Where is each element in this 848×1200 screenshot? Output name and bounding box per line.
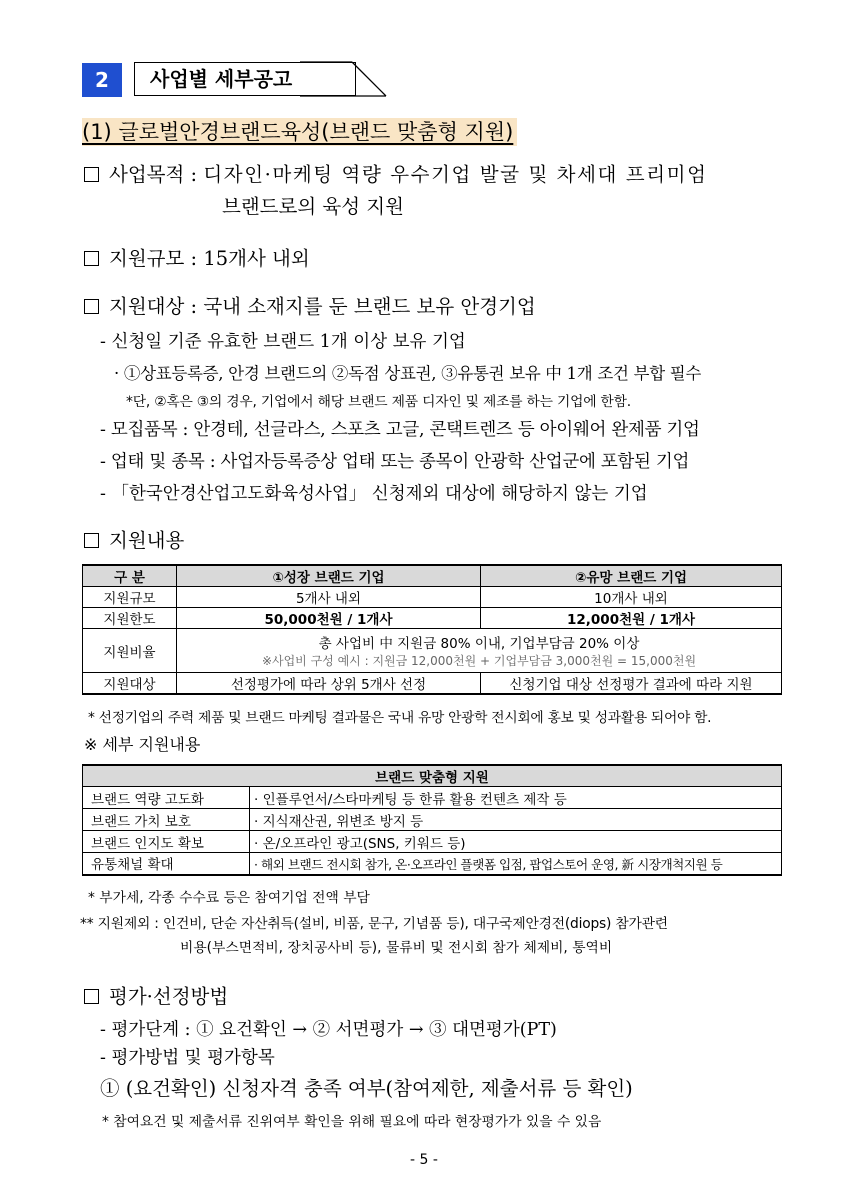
table-cell-label: 지원대상: [83, 673, 177, 695]
table-header-row: [83, 765, 782, 787]
target-item-5: - 업태 및 종목 : 사업자등록증상 업태 또는 종목이 안광학 산업군에 포함된 기업: [100, 452, 690, 472]
table-cell-label: 지원규모: [83, 587, 177, 608]
detail-label: ※ 세부 지원내용: [84, 735, 201, 754]
purpose-row: 사업목적 : 디자인·마케팅 역량 우수기업 발굴 및 차세대 프리미엄: [84, 162, 708, 188]
table-header-cell: 구 분: [83, 565, 177, 587]
table-header-row: [83, 565, 782, 587]
target-row: 지원대상 : 국내 소재지를 둔 브랜드 보유 안경기업: [84, 294, 536, 320]
table-cell: 10개사 내외: [481, 587, 782, 608]
support-note-2: * 부가세, 각종 수수료 등은 참여기업 전액 부담: [88, 890, 370, 906]
target-value: 국내 소재지를 둔 브랜드 보유 안경기업: [203, 295, 536, 318]
table-row: [83, 809, 782, 831]
section-number: 2: [82, 63, 122, 97]
table-cell: · 온/오프라인 광고(SNS, 키워드 등): [250, 831, 782, 853]
table-row: [83, 673, 782, 695]
table-cell-label: 브랜드 인지도 확보: [83, 831, 250, 853]
table-cell-label: 유통채널 확대: [83, 853, 250, 875]
table-cell: 50,000천원 / 1개사: [177, 608, 481, 629]
table-cell: · 해외 브랜드 전시회 참가, 온·오프라인 플랫폼 입점, 팝업스토어 운영, 新 시장개척지원 등: [250, 853, 782, 875]
detail-table: [82, 764, 782, 876]
table-header-cell: ②유망 브랜드 기업: [481, 565, 782, 587]
support-note-3b: 비용(부스면적비, 장치공사비 등), 물류비 및 전시회 참가 체제비, 통역비: [180, 940, 613, 956]
support-ratio-text: 총 사업비 中 지원금 80% 이내, 기업부담금 20% 이상: [318, 636, 640, 652]
table-cell: · 지식재산권, 위변조 방지 등: [250, 809, 782, 831]
table-cell: 선정평가에 따라 상위 5개사 선정: [177, 673, 481, 695]
scale-value: 15개사 내외: [203, 247, 310, 270]
evaluation-item-1: ① (요건확인) 신청자격 충족 여부(참여제한, 제출서류 등 확인): [100, 1077, 633, 1100]
target-item-6: - 「한국안경산업고도화육성사업」 신청제외 대상에 해당하지 않는 기업: [100, 484, 648, 504]
table-row: [83, 831, 782, 853]
checkbox-square-icon: [84, 167, 99, 182]
table-row: [83, 853, 782, 875]
evaluation-row: [84, 984, 228, 1010]
section-title-corner-decoration: [300, 60, 390, 100]
table-cell: · 인플루언서/스타마케팅 등 한류 활용 컨텐츠 제작 등: [250, 787, 782, 809]
target-label: 지원대상: [109, 295, 185, 318]
table-cell: 5개사 내외: [177, 587, 481, 608]
support-note-1: * 선정기업의 주력 제품 및 브랜드 마케팅 결과물은 국내 유망 안광학 전시회에 홍보 및 성과활용 되어야 함.: [88, 710, 712, 726]
evaluation-method: - 평가방법 및 평가항목: [100, 1048, 275, 1068]
page-number: - 5 -: [410, 1152, 438, 1168]
table-row: [83, 608, 782, 629]
section-title: 사업별 세부공고: [150, 67, 293, 91]
evaluation-label: 평가·선정방법: [109, 985, 229, 1008]
target-item-3: *단, ②혹은 ③의 경우, 기업에서 해당 브랜드 제품 디자인 및 제조를 하는 기업에 한함.: [126, 394, 631, 410]
support-row: [84, 528, 184, 554]
table-cell: 신청기업 대상 선정평가 결과에 따라 지원: [481, 673, 782, 695]
table-row: [83, 787, 782, 809]
table-header-cell: 브랜드 맞춤형 지원: [83, 765, 782, 787]
table-cell-label: 브랜드 역량 고도화: [83, 787, 250, 809]
table-cell-label: 지원비율: [83, 629, 177, 673]
target-item-4: - 모집품목 : 안경테, 선글라스, 스포츠 고글, 콘택트렌즈 등 아이웨어 완제품 기업: [100, 420, 700, 440]
purpose-label: 사업목적: [109, 163, 185, 186]
purpose-line1: 디자인·마케팅 역량 우수기업 발굴 및 차세대 프리미엄: [203, 163, 708, 186]
checkbox-square-icon: [84, 533, 99, 548]
scale-row: 지원규모 : 15개사 내외: [84, 246, 310, 272]
subsection-title: (1) 글로벌안경브랜드육성(브랜드 맞춤형 지원): [82, 118, 517, 146]
purpose-line2: 브랜드로의 육성 지원: [222, 195, 404, 218]
scale-label: 지원규모: [109, 247, 185, 270]
support-table: [82, 564, 782, 695]
table-row: [83, 587, 782, 608]
checkbox-square-icon: [84, 299, 99, 314]
table-row: [83, 629, 782, 673]
target-item-2: · ①상표등록증, 안경 브랜드의 ②독점 상표권, ③유통권 보유 中 1개 조건 부합 필수: [114, 364, 702, 383]
target-item-1: - 신청일 기준 유효한 브랜드 1개 이상 보유 기업: [100, 332, 466, 352]
table-cell-merged: [177, 629, 782, 673]
support-label: 지원내용: [109, 529, 185, 552]
table-cell-label: 지원한도: [83, 608, 177, 629]
table-cell: 12,000천원 / 1개사: [481, 608, 782, 629]
support-ratio-example: ※사업비 구성 예시 : 지원금 12,000천원 + 기업부담금 3,000천원 = 15,000천원: [261, 654, 697, 668]
checkbox-square-icon: [84, 251, 99, 266]
evaluation-step: - 평가단계 : ① 요건확인 → ② 서면평가 → ③ 대면평가(PT): [100, 1020, 557, 1040]
evaluation-note: * 참여요건 및 제출서류 진위여부 확인을 위해 필요에 따라 현장평가가 있을 수 있음: [102, 1114, 602, 1130]
checkbox-square-icon: [84, 989, 99, 1004]
table-header-cell: ①성장 브랜드 기업: [177, 565, 481, 587]
table-cell-label: 브랜드 가치 보호: [83, 809, 250, 831]
support-note-3a: ** 지원제외 : 인건비, 단순 자산취득(설비, 비품, 문구, 기념품 등), 대구국제안경전(diops) 참가관련: [80, 916, 668, 932]
